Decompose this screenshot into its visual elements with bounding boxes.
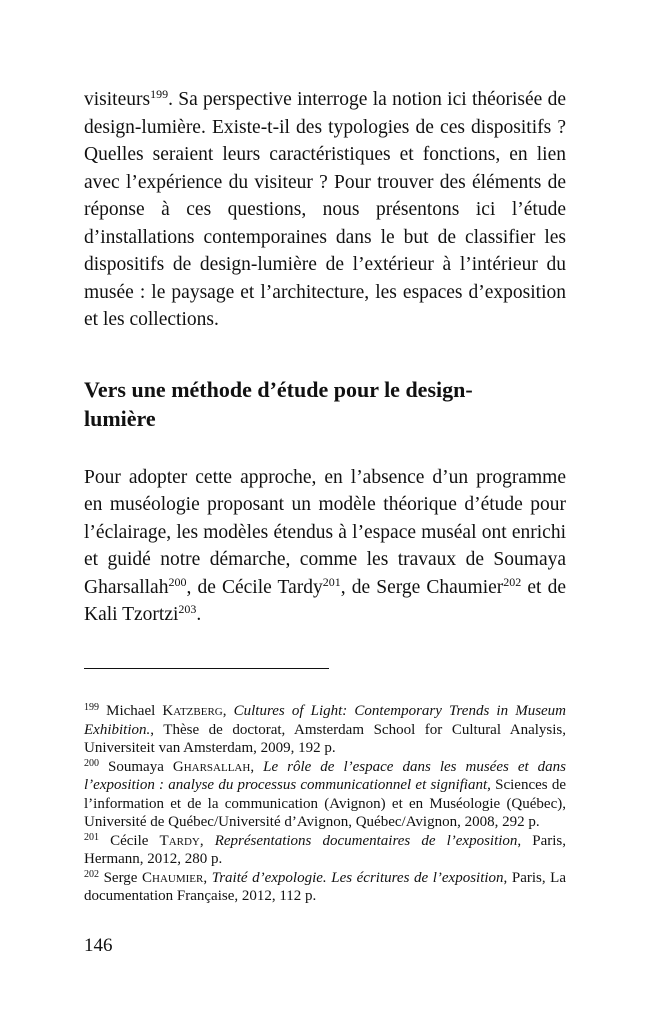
section-heading: Vers une méthode d’étude pour le design-lumière (84, 376, 473, 431)
footnote-ref-202[interactable]: 202 (503, 574, 522, 589)
footnote-title: Le rôle de l’espace dans les musées et dans l’exposition : analyse du processus communicationnel et signifiant (84, 758, 567, 793)
footnote-201 (84, 832, 566, 869)
footnotes (84, 702, 566, 906)
footnote-author: Michael (106, 703, 163, 719)
footnote-202 (84, 869, 566, 906)
text-run: , de Cécile Tardy (186, 576, 323, 598)
footnote-number: 200 (84, 757, 99, 769)
text-run: et de Kali Tzortzi (84, 576, 566, 625)
paragraph (84, 86, 566, 334)
footnote-details: , Paris, Hermann, 2012, 280 p. (84, 832, 567, 867)
paragraph (84, 464, 566, 629)
footnote-number: 199 (84, 702, 99, 713)
footnote-ref-199[interactable]: 199 (150, 87, 169, 101)
footnote-author: Soumaya (108, 758, 173, 775)
footnote-199 (84, 702, 566, 758)
footnote-separator: , (199, 832, 215, 849)
footnote-number: 201 (84, 831, 99, 843)
footnote-author: Serge (103, 869, 143, 886)
footnote-title: Traité d’expologie. Les écritures de l’exposition (211, 869, 504, 886)
footnote-ref-200[interactable]: 200 (168, 574, 187, 589)
footnote-separator: , (203, 869, 212, 886)
footnote-divider (84, 668, 329, 669)
footnote-author-surname: Gharsallah (172, 758, 251, 775)
footnote-details: , Thèse de doctorat, Amsterdam School for Cultural Analysis, Universiteit van Amsterdam, 2009, 192 p. (84, 721, 566, 756)
footnote-author-surname: Katzberg (162, 703, 223, 719)
text-run: . (196, 604, 202, 625)
footnote-separator: , (250, 758, 264, 775)
footnote-details: , Paris, La documentation Française, 2012, 112 p. (84, 869, 566, 904)
footnote-ref-201[interactable]: 201 (322, 574, 341, 589)
footnote-200 (84, 758, 566, 832)
footnote-title: Cultures of Light: Contemporary Trends in Museum Exhibition. (84, 703, 567, 738)
text-run: Pour adopter cette approche, en l’absence d’un programme en muséologie proposant un modèle théorique d’étude pour l’éclairage, les modèles étendus à l’espace muséal ont enrichi et guidé notre démarche, comme les travaux de Soumaya Gharsallah (84, 466, 566, 598)
footnote-author-surname: Tardy (159, 832, 200, 849)
footnote-author: Cécile (110, 832, 160, 849)
footnote-number: 202 (84, 868, 99, 880)
footnote-title: Représentations documentaires de l’exposition (214, 832, 518, 849)
footnote-author-surname: Chaumier (142, 869, 204, 886)
text-run: . Sa perspective interroge la notion ici théorisée de design-lumière. Existe-t-il des typologies de ces dispositifs ? Quelles seraient leurs caractéristiques et fonctions, en lien avec l’expérience du visiteur ? Pour trouver des éléments de réponse à ces questions, nous présentons ici l’étude d’installations contemporaines dans le but de classifier les dispositifs de design-lumière de l’extérieur à l’intérieur du musée : le paysage et l’architecture, les espaces d’exposition et les collections. (84, 89, 566, 330)
page-body (84, 86, 566, 629)
footnote-ref-203[interactable]: 203 (178, 602, 197, 616)
footnote-separator: , (222, 703, 234, 719)
text-run: visiteurs (84, 89, 151, 110)
footnote-details: , Sciences de l’information et de la communication (Avignon) et en Muséologie (Québec), Université de Québec/Université d’Avignon, Québec/Avignon, 2008, 292 p. (84, 777, 566, 830)
text-run: , de Serge Chaumier (340, 576, 504, 598)
page-number: 146 (84, 935, 113, 956)
